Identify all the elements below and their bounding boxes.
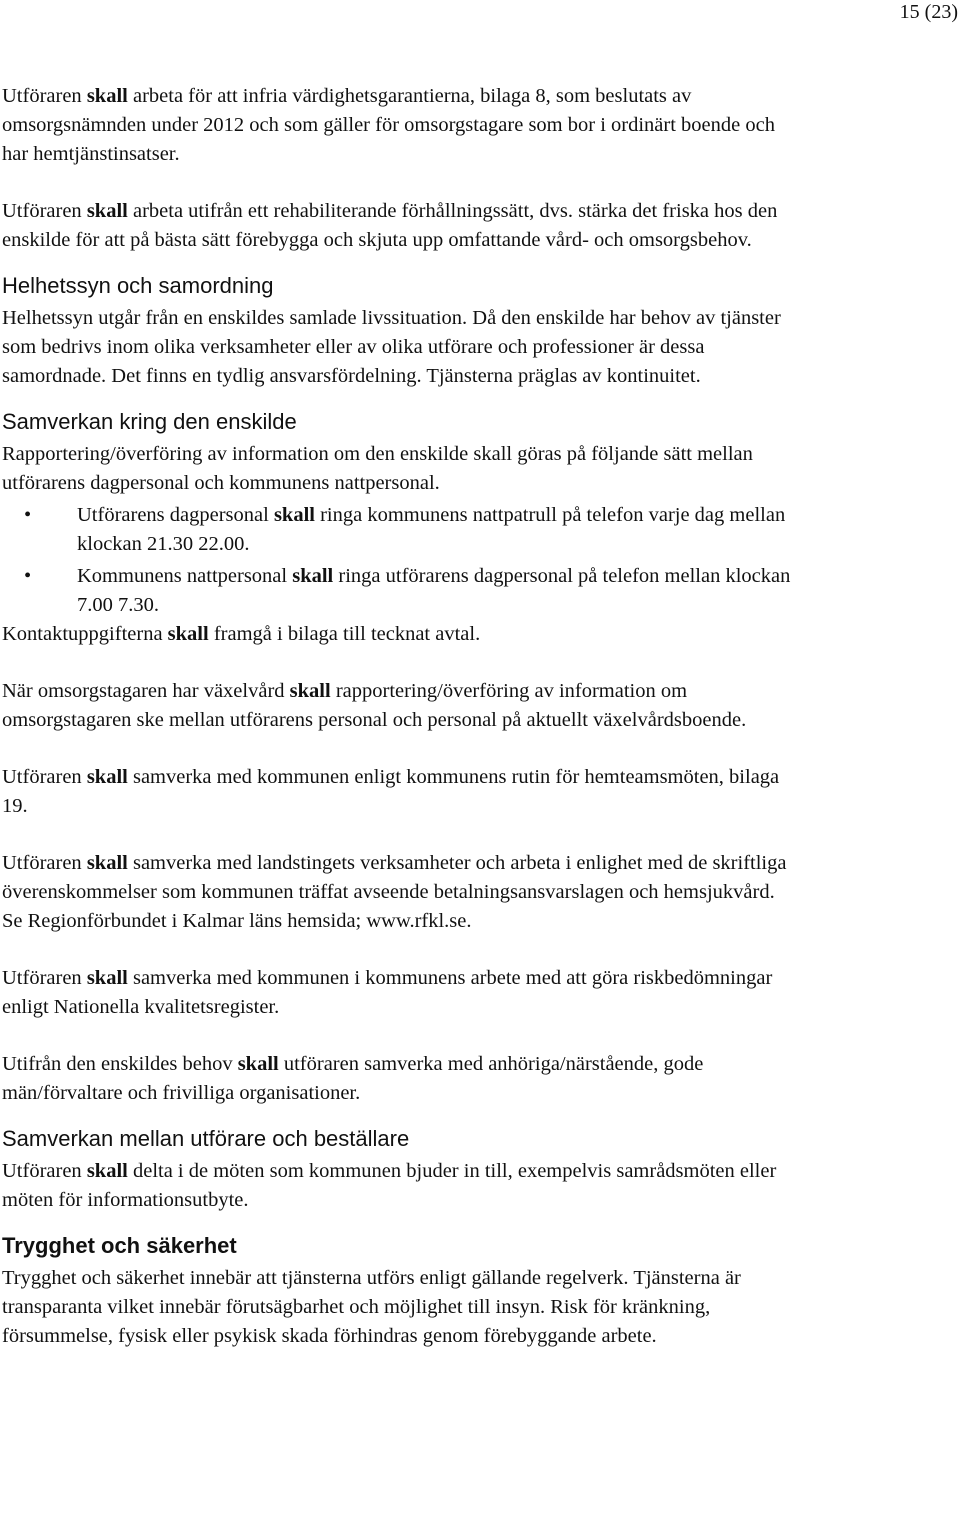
text: Utföraren — [2, 200, 87, 222]
list-item — [2, 562, 792, 620]
text: samverka med kommunen i kommunens arbete med att göra riskbedömningar enligt Nationella kvalitetsregister. — [2, 967, 773, 1018]
paragraph-landstinget — [2, 849, 792, 936]
emphasis: skall — [237, 1053, 279, 1075]
text: Utföraren — [2, 967, 87, 989]
bullet-icon: • — [24, 565, 32, 587]
text: Kommunens nattpersonal — [77, 565, 293, 587]
text: arbeta utifrån ett rehabiliterande förhållningssätt, dvs. stärka det friska hos den enskilde för att på bästa sätt förebygga och skjuta upp omfattande vård- och omsorgsbehov. — [2, 200, 778, 251]
paragraph-helhetssyn: Helhetssyn utgår från en enskildes samlade livssituation. Då den enskilde har behov av tjänster som bedrivs inom olika verksamheter eller av olika utförare och professioner är dessa samordnade. Det finns en tydlig ansvarsfördelning. Tjänsterna präglas av kontinuitet. — [2, 307, 781, 387]
paragraph-vardighetsgarantier — [2, 82, 792, 169]
paragraph-trygghet: Trygghet och säkerhet innebär att tjänsterna utförs enligt gällande regelverk. Tjänsterna är transparanta vilket innebär förutsägbarhet och möjlighet till insyn. Risk för kränkning, försummelse, fysisk eller psykisk skada förhindras genom förebyggande arbete. — [2, 1267, 741, 1347]
paragraph-rapportering: Rapportering/överföring av information om den enskilde skall göras på följande sätt mellan utförarens dagpersonal och kommunens nattpersonal. — [2, 443, 753, 494]
paragraph-moten — [2, 1157, 792, 1215]
text: Utifrån den enskildes behov — [2, 1053, 238, 1075]
text: ringa kommunens nattpatrull på telefon varje dag mellan klockan 21.30 22.00. — [77, 504, 786, 555]
text: Utföraren — [2, 85, 87, 107]
text: Kontaktuppgifterna — [2, 623, 168, 645]
emphasis: skall — [289, 680, 331, 702]
paragraph-rehabiliterande — [2, 197, 792, 255]
heading-samverkan-enskilde: Samverkan kring den enskilde — [2, 409, 297, 434]
paragraph-anhoriga — [2, 1050, 792, 1108]
emphasis: skall — [86, 967, 128, 989]
text: samverka med landstingets verksamheter och arbeta i enlighet med de skriftliga överenskommelser som kommunen träffat avseende betalningsansvarslagen och hemsjukvård. Se Regionförbundet i Kalmar läns hemsida; www.rfkl.se. — [2, 852, 787, 932]
document-body — [2, 82, 792, 1351]
emphasis: skall — [86, 200, 128, 222]
emphasis: skall — [86, 766, 128, 788]
heading-trygghet: Trygghet och säkerhet — [2, 1233, 237, 1258]
page-number: 15 (23) — [899, 1, 958, 23]
emphasis: skall — [86, 1160, 128, 1182]
emphasis: skall — [167, 623, 209, 645]
text: utföraren samverka med anhöriga/närstående, gode män/förvaltare och frivilliga organisationer. — [2, 1053, 704, 1104]
text: Utföraren — [2, 1160, 87, 1182]
text: framgå i bilaga till tecknat avtal. — [208, 623, 481, 645]
emphasis: skall — [292, 565, 334, 587]
text: Utföraren — [2, 766, 87, 788]
bullet-icon: • — [24, 504, 32, 526]
text: arbeta för att infria värdighetsgarantierna, bilaga 8, som beslutats av omsorgsnämnden under 2012 och som gäller för omsorgstagare som bor i ordinärt boende och har hemtjänstinsatser. — [2, 85, 775, 165]
text: Utförarens dagpersonal — [77, 504, 274, 526]
paragraph-vaxelvard — [2, 677, 792, 735]
text: delta i de möten som kommunen bjuder in till, exempelvis samrådsmöten eller möten för informationsutbyte. — [2, 1160, 777, 1211]
paragraph-hemteamsmoten — [2, 763, 792, 821]
emphasis: skall — [273, 504, 315, 526]
heading-helhetssyn: Helhetssyn och samordning — [2, 273, 274, 298]
text: samverka med kommunen enligt kommunens rutin för hemteamsmöten, bilaga 19. — [2, 766, 780, 817]
paragraph-kontaktuppgifter — [2, 620, 792, 649]
text: ringa utförarens dagpersonal på telefon mellan klockan 7.00 7.30. — [77, 565, 791, 616]
text: rapportering/överföring av information om omsorgstagaren ske mellan utförarens personal och personal på aktuellt växelvårdsboende. — [2, 680, 747, 731]
emphasis: skall — [86, 852, 128, 874]
text: När omsorgstagaren har växelvård — [2, 680, 290, 702]
emphasis: skall — [86, 85, 128, 107]
paragraph-riskbedomningar — [2, 964, 792, 1022]
list-item — [2, 501, 792, 559]
heading-samverkan-bestallare: Samverkan mellan utförare och beställare — [2, 1126, 410, 1151]
text: Utföraren — [2, 852, 87, 874]
bullet-list — [2, 501, 792, 620]
